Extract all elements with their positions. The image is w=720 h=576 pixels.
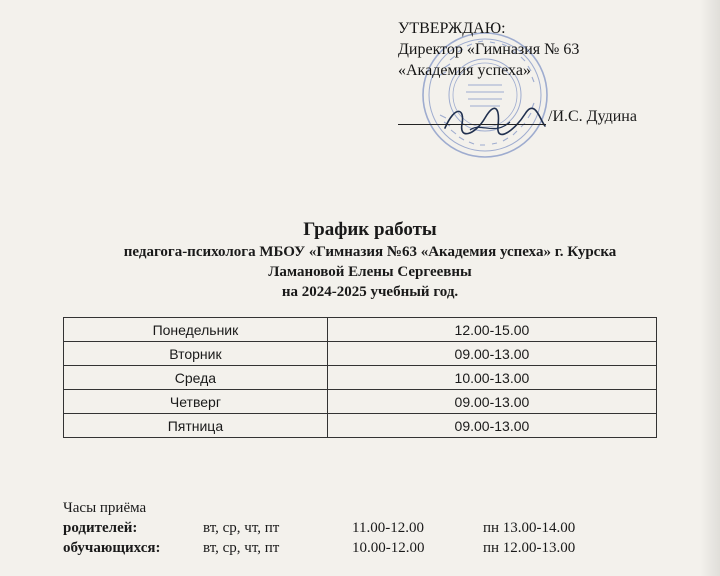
reception-group-label: родителей:	[63, 520, 138, 536]
signatory-name: /И.С. Дудина	[548, 108, 637, 125]
document-title: График работы	[303, 219, 437, 240]
approval-organization: «Академия успеха»	[398, 62, 531, 79]
table-row	[64, 414, 657, 438]
document-subtitle-line: педагога-психолога МБОУ «Гимназия №63 «Академия успеха» г. Курска	[123, 244, 617, 260]
reception-monday-time: пн 13.00-14.00	[483, 520, 576, 536]
reception-time: 11.00-12.00	[352, 520, 424, 536]
table-row	[64, 390, 657, 414]
reception-group-label: обучающихся:	[63, 540, 161, 556]
reception-hours-block	[63, 498, 703, 558]
document-title-block	[20, 218, 720, 302]
schedule-day-cell: Четверг	[64, 390, 328, 414]
schedule-time-cell: 09.00-13.00	[327, 390, 656, 414]
schedule-time-cell: 09.00-13.00	[327, 342, 656, 366]
table-row	[64, 366, 657, 390]
schedule-day-cell: Среда	[64, 366, 328, 390]
reception-days: вт, ср, чт, пт	[203, 520, 280, 536]
reception-monday-time: пн 12.00-13.00	[483, 540, 576, 556]
approval-heading: УТВЕРЖДАЮ:	[398, 20, 506, 37]
reception-row-students	[63, 538, 703, 558]
approval-position: Директор «Гимназия № 63	[398, 41, 580, 58]
signature-underline	[398, 124, 546, 125]
schedule-time-cell: 12.00-15.00	[327, 318, 656, 342]
table-row	[64, 318, 657, 342]
reception-row-parents	[63, 518, 703, 538]
schedule-day-cell: Пятница	[64, 414, 328, 438]
work-schedule-table	[63, 317, 657, 438]
academic-year: на 2024-2025 учебный год.	[281, 284, 459, 300]
signature-line	[398, 108, 698, 132]
psychologist-name: Ламановой Елены Сергеевны	[268, 264, 472, 280]
approval-block	[398, 18, 698, 81]
table-row	[64, 342, 657, 366]
schedule-day-cell: Понедельник	[64, 318, 328, 342]
reception-hours-title: Часы приёма	[63, 500, 147, 516]
schedule-time-cell: 09.00-13.00	[327, 414, 656, 438]
schedule-time-cell: 10.00-13.00	[327, 366, 656, 390]
reception-days: вт, ср, чт, пт	[203, 540, 280, 556]
reception-time: 10.00-12.00	[352, 540, 425, 556]
schedule-day-cell: Вторник	[64, 342, 328, 366]
